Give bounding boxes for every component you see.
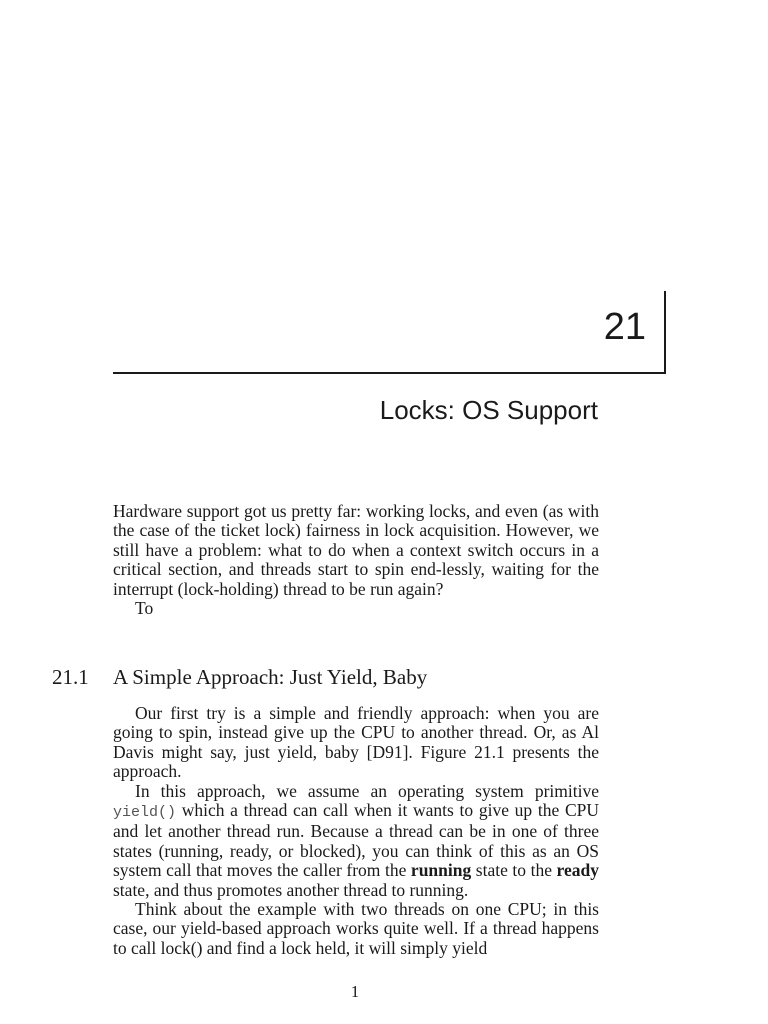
ready-term: ready <box>556 860 599 881</box>
chapter-number: 21 <box>603 306 646 348</box>
section-title: A Simple Approach: Just Yield, Baby <box>113 665 428 689</box>
p2-text-c: state to the <box>471 860 557 881</box>
section-body <box>113 704 599 958</box>
p2-text-a: In this approach, we assume an operating system primitive <box>135 780 599 801</box>
chapter-title: Locks: OS Support <box>379 395 598 425</box>
p2-text-d: state, and thus promotes another thread to running. <box>113 879 469 900</box>
body-paragraph-1: Our first try is a simple and friendly approach: when you are going to spin, instead give up the CPU to another thread. Or, as Al Davis might say, just yield, baby [D91]. Figure 21.1 presents the approach. <box>113 703 599 782</box>
section-number: 21.1 <box>52 665 89 689</box>
body-paragraph-2 <box>113 782 599 900</box>
intro-continuation: To <box>135 598 154 619</box>
yield-code: yield() <box>113 804 177 822</box>
section-heading <box>52 664 612 690</box>
chapter-vertical-rule <box>664 291 666 374</box>
chapter-horizontal-rule <box>113 372 666 374</box>
page-number: 1 <box>350 982 360 1001</box>
p2-text-b: which a thread can call when it wants to give up the CPU and let another thread run. Because a thread can be in one of three states (running, ready, or blocked), you can think of this as an OS system call that moves the caller from the <box>113 800 599 881</box>
body-paragraph-3: Think about the example with two threads on one CPU; in this case, our yield-based approach works quite well. If a thread happens to call lock() and find a lock held, it will simply yield <box>113 899 599 958</box>
intro-text <box>113 502 599 618</box>
intro-paragraph: Hardware support got us pretty far: working locks, and even (as with the case of the ticket lock) fairness in lock acquisition. However, we still have a problem: what to do when a context switch occurs in a critical section, and threads start to spin end-lessly, waiting for the interrupt (lock-holding) thread to be run again? <box>113 501 599 599</box>
running-term: running <box>410 860 472 881</box>
